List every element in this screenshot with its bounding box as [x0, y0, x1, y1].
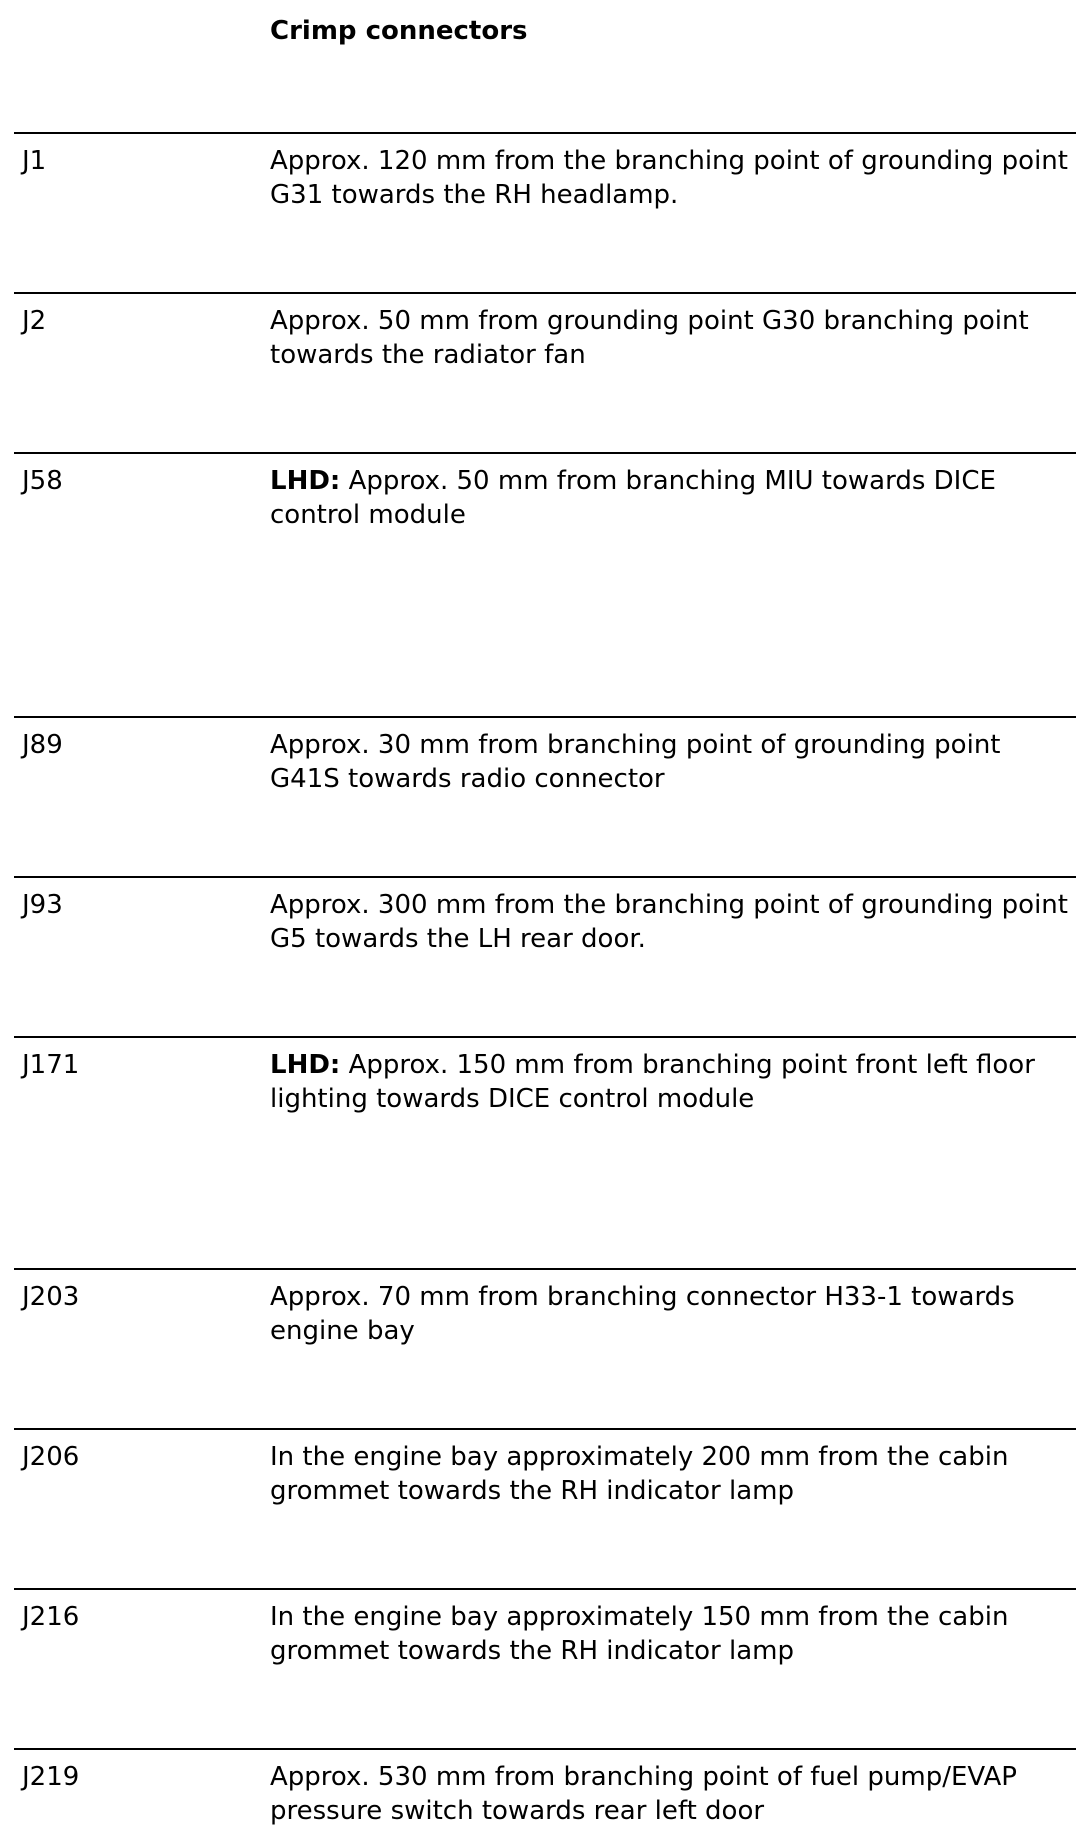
connector-code: J93: [22, 890, 63, 920]
connector-code: J171: [22, 1050, 80, 1080]
connector-code: J2: [22, 306, 47, 336]
location-text: Approx. 30 mm from branching point of grounding point G41S towards radio connector: [270, 730, 1001, 794]
location-text: Approx. 150 mm from branching point front left floor lighting towards DICE control module: [270, 1050, 1035, 1114]
table-row: [14, 452, 1076, 716]
connector-code: J219: [22, 1762, 80, 1792]
connector-location: [270, 144, 1076, 212]
location-text: Approx. 70 mm from branching connector H33-1 towards engine bay: [270, 1282, 1015, 1346]
location-prefix: LHD:: [270, 1050, 341, 1080]
connector-location: [270, 464, 1076, 532]
table-row: [14, 1036, 1076, 1268]
crimp-connector-table: [14, 132, 1076, 1848]
table-row: [14, 1748, 1076, 1848]
connector-location: [270, 304, 1076, 372]
location-text: Approx. 120 mm from the branching point of grounding point G31 towards the RH headlamp.: [270, 146, 1068, 210]
connector-code: J216: [22, 1602, 80, 1632]
location-text: Approx. 530 mm from branching point of fuel pump/EVAP pressure switch towards rear left door: [270, 1762, 1017, 1826]
connector-code: J1: [22, 146, 47, 176]
connector-location: [270, 1600, 1076, 1668]
location-prefix: LHD:: [270, 466, 341, 496]
connector-location: [270, 1440, 1076, 1508]
table-row: [14, 876, 1076, 1036]
location-text: In the engine bay approximately 200 mm from the cabin grommet towards the RH indicator lamp: [270, 1442, 1009, 1506]
connector-location: [270, 728, 1076, 796]
table-row: [14, 1268, 1076, 1428]
section-heading: Crimp connectors: [270, 16, 528, 46]
table-row: [14, 292, 1076, 452]
connector-location: [270, 1280, 1076, 1348]
connector-location: [270, 1760, 1076, 1828]
location-text: In the engine bay approximately 150 mm from the cabin grommet towards the RH indicator lamp: [270, 1602, 1009, 1666]
location-text: Approx. 300 mm from the branching point of grounding point G5 towards the LH rear door.: [270, 890, 1068, 954]
connector-location: [270, 888, 1076, 956]
table-row: [14, 716, 1076, 876]
location-text: Approx. 50 mm from branching MIU towards DICE control module: [270, 466, 996, 530]
table-row: [14, 132, 1076, 292]
connector-location: [270, 1048, 1076, 1116]
connector-code: J89: [22, 730, 63, 760]
table-row: [14, 1588, 1076, 1748]
connector-code: J206: [22, 1442, 80, 1472]
connector-code: J203: [22, 1282, 80, 1312]
location-text: Approx. 50 mm from grounding point G30 branching point towards the radiator fan: [270, 306, 1029, 370]
connector-code: J58: [22, 466, 63, 496]
table-row: [14, 1428, 1076, 1588]
